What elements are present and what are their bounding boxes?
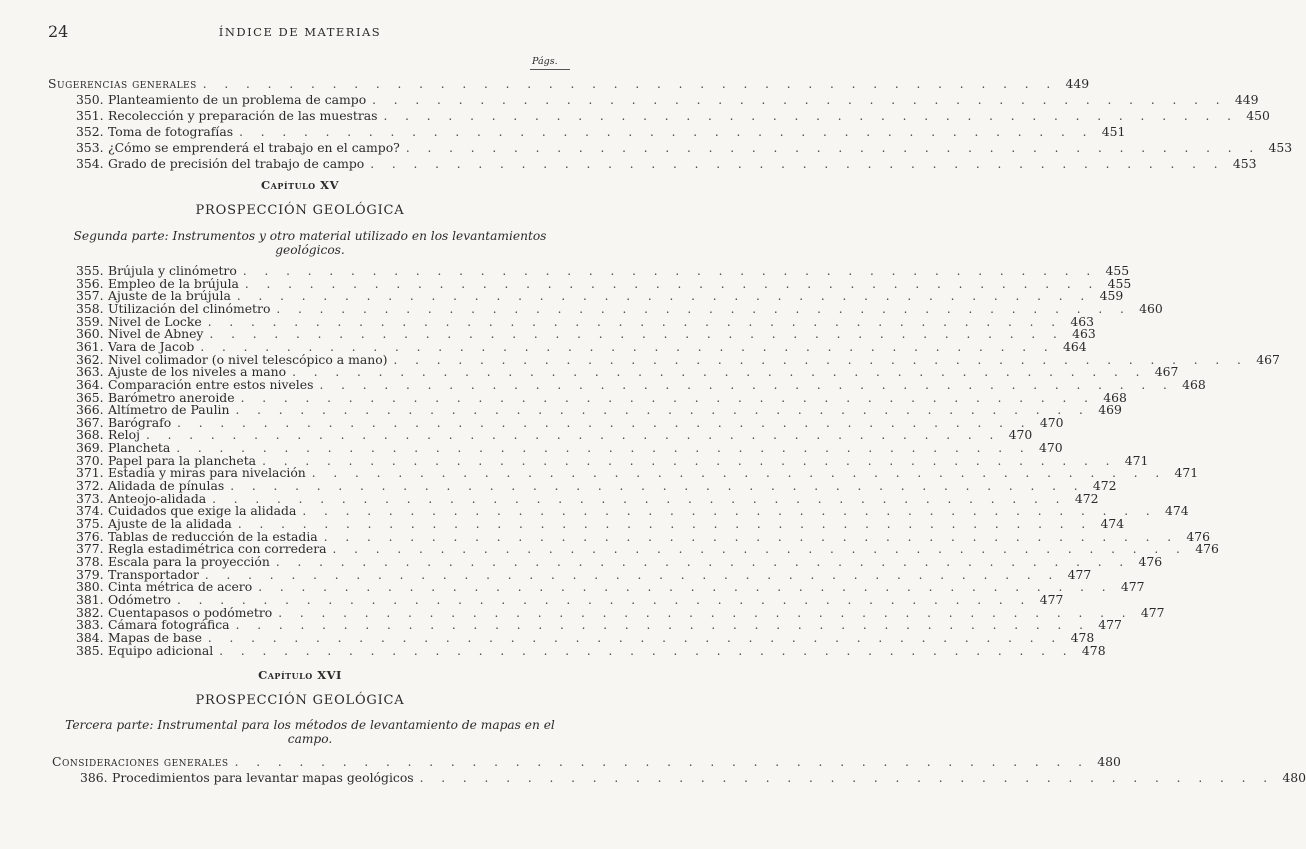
entry-page: 478	[1070, 629, 1095, 645]
toc-entry	[76, 642, 1106, 658]
entry-page: 455	[1107, 275, 1132, 291]
entry-number: 363.	[76, 364, 104, 380]
entry-page: 474	[1100, 516, 1125, 531]
entry-title: Cuidados que exige la alidada	[108, 503, 297, 519]
entry-page: 480	[1282, 770, 1306, 785]
dot-leader: . . . . . . . . . . . . . . . . . . . . . . . . . . . . . . . . . . . . . . . .	[239, 124, 1094, 139]
dot-leader: . . . . . . . . . . . . . . . . . . . . . . . . . . . . . . . . . . . . . . . .	[236, 289, 1092, 304]
entry-number: 377.	[76, 541, 104, 557]
entry-number: 370.	[76, 452, 104, 468]
pages-column-label: Págs.	[532, 56, 558, 67]
entry-page: 464	[1063, 338, 1087, 354]
entry-number: 356.	[76, 275, 104, 291]
entry-number: 364.	[76, 376, 104, 392]
dot-leader: . . . . . . . . . . . . . . . . . . . . . . . . . . . . . . . . . . . . . . . .	[235, 403, 1090, 418]
chapter-15-label: Capítulo XV	[261, 178, 339, 192]
entry-page: 459	[1099, 288, 1124, 304]
dot-leader: . . . . . . . . . . . . . . . . . . . . . . . . . . . . . . . . . . . . . . . .	[235, 618, 1090, 633]
entry-page: 477	[1098, 617, 1122, 633]
entry-page: 463	[1070, 313, 1095, 329]
entry-page: 472	[1074, 490, 1099, 506]
entry-title: Toma de fotografías	[108, 123, 234, 139]
entry-title: Ajuste de los niveles a mano	[108, 364, 287, 380]
entry-number: 366.	[76, 402, 104, 418]
toc-entry	[48, 76, 1090, 91]
entry-number: 361.	[76, 338, 104, 354]
dot-leader: . . . . . . . . . . . . . . . . . . . . . . . . . . . . . . . . . . . . . . . .	[204, 567, 1060, 582]
entry-title: ¿Cómo se emprenderá el trabajo en el campo?	[108, 139, 400, 155]
entry-page: 477	[1140, 604, 1165, 620]
toc-entry	[52, 754, 1121, 769]
entry-page: 476	[1195, 541, 1219, 557]
pages-column-rule	[530, 69, 570, 70]
entry-title: Equipo adicional	[108, 642, 214, 658]
entry-page: 472	[1092, 478, 1117, 494]
entry-title: Estadia y miras para nivelación	[108, 465, 306, 481]
entry-page: 468	[1103, 389, 1127, 405]
dot-leader: . . . . . . . . . . . . . . . . . . . . . . . . . . . . . . . . . . . . . . . .	[276, 301, 1131, 316]
dot-leader: . . . . . . . . . . . . . . . . . . . . . . . . . . . . . . . . . . . . . . . .	[302, 504, 1157, 519]
dot-leader: . . . . . . . . . . . . . . . . . . . . . . . . . . . . . . . . . . . . . . . .	[177, 415, 1032, 430]
entry-number: 350.	[76, 91, 104, 107]
entry-page: 451	[1101, 123, 1126, 139]
dot-leader: . . . . . . . . . . . . . . . . . . . . . . . . . . . . . . . . . . . . . . . .	[323, 529, 1179, 544]
dot-leader: . . . . . . . . . . . . . . . . . . . . . . . . . . . . . . . . . . . . . . . .	[370, 156, 1225, 171]
entry-page: 476	[1138, 553, 1163, 569]
entry-title: Nivel de Locke	[108, 313, 202, 329]
dot-leader: . . . . . . . . . . . . . . . . . . . . . . . . . . . . . . . . . . . . . . . .	[145, 428, 1001, 443]
entry-title: Cámara fotográfica	[108, 617, 230, 633]
entry-number: 376.	[76, 528, 104, 544]
entry-page: 471	[1124, 452, 1149, 468]
toc-entry	[80, 770, 1306, 785]
entry-page: 460	[1139, 300, 1163, 316]
entry-title: Mapas de base	[108, 629, 202, 645]
entry-page: 449	[1065, 76, 1090, 91]
entry-title: Altímetro de Paulin	[108, 402, 230, 418]
entry-number: 375.	[76, 516, 104, 531]
dot-leader: . . . . . . . . . . . . . . . . . . . . . . . . . . . . . . . . . . . . . . . .	[177, 592, 1032, 607]
entry-number: 360.	[76, 326, 104, 342]
entry-title: Transportador	[108, 566, 199, 582]
chapter-16-title: PROSPECCIÓN GEOLÓGICA	[195, 693, 405, 708]
toc-entry	[76, 139, 1293, 155]
entry-page: 468	[1182, 376, 1206, 392]
dot-leader: . . . . . . . . . . . . . . . . . . . . . . . . . . . . . . . . . . . . . . . .	[230, 479, 1085, 494]
entry-title: Recolección y preparación de las muestras	[108, 107, 378, 123]
dot-leader: . . . . . . . . . . . . . . . . . . . . . . . . . . . . . . . . . . . . . . . .	[393, 352, 1248, 367]
entry-number: 372.	[76, 478, 104, 494]
entry-title: Odómetro	[108, 591, 171, 607]
entry-title: Ajuste de la alidada	[108, 516, 232, 531]
toc-entry	[76, 123, 1126, 139]
entry-number: 368.	[76, 427, 104, 443]
entry-number: 367.	[76, 414, 104, 430]
entry-number: 379.	[76, 566, 104, 582]
entry-number: 383.	[76, 617, 104, 633]
entry-number: 359.	[76, 313, 104, 329]
dot-leader: . . . . . . . . . . . . . . . . . . . . . . . . . . . . . . . . . . . . . . . .	[200, 339, 1055, 354]
entry-page: 449	[1234, 91, 1259, 107]
dot-leader: . . . . . . . . . . . . . . . . . . . . . . . . . . . . . . . . . . . . . . . .	[237, 517, 1093, 531]
entry-title: Procedimientos para levantar mapas geológicos	[112, 770, 414, 785]
entry-title: Tablas de reducción de la estadia	[108, 528, 318, 544]
entry-number: 371.	[76, 465, 104, 481]
dot-leader: . . . . . . . . . . . . . . . . . . . . . . . . . . . . . . . . . . . . . . . .	[275, 554, 1131, 569]
toc-entry	[76, 155, 1257, 171]
dot-leader: . . . . . . . . . . . . . . . . . . . . . . . . . . . . . . . . . . . . . . . .	[319, 377, 1174, 392]
entry-title: Utilización del clinómetro	[108, 300, 271, 316]
entry-page: 470	[1039, 414, 1064, 430]
entry-title: Papel para la plancheta	[108, 452, 257, 468]
entry-number: 382.	[76, 604, 104, 620]
dot-leader: . . . . . . . . . . . . . . . . . . . . . . . . . . . . . . . . . . . . . . . .	[202, 77, 1058, 91]
toc-entry	[76, 91, 1259, 107]
entry-page: 474	[1165, 503, 1189, 519]
entry-title: Nivel colimador (o nivel telescópico a mano)	[108, 351, 388, 367]
entry-title: Planteamiento de un problema de campo	[108, 91, 367, 107]
dot-leader: . . . . . . . . . . . . . . . . . . . . . . . . . . . . . . . . . . . . . . . .	[207, 314, 1063, 329]
entry-number: 362.	[76, 351, 104, 367]
running-header: ÍNDICE DE MATERIAS	[218, 25, 382, 39]
toc-entry	[76, 107, 1270, 123]
entry-title: Reloj	[108, 427, 140, 443]
entry-number: 386.	[80, 770, 108, 785]
entry-page: 477	[1039, 591, 1064, 607]
entry-number: 357.	[76, 288, 104, 304]
entry-title: Comparación entre estos niveles	[108, 376, 314, 392]
entry-page: 470	[1038, 440, 1063, 456]
chapter-15-subtitle: Segunda parte: Instrumentos y otro material utilizado en los levantamientos geológicos.	[73, 229, 547, 257]
entry-title: Regla estadimétrica con corredera	[108, 541, 327, 557]
dot-leader: . . . . . . . . . . . . . . . . . . . . . . . . . . . . . . . . . . . . . . . .	[419, 771, 1275, 785]
chapter-15-title: PROSPECCIÓN GEOLÓGICA	[195, 203, 405, 218]
entry-title: Alidada de pínulas	[108, 478, 225, 494]
entry-page: 477	[1120, 579, 1145, 595]
entry-title: Cinta métrica de acero	[108, 579, 253, 595]
dot-leader: . . . . . . . . . . . . . . . . . . . . . . . . . . . . . . . . . . . . . . . .	[258, 580, 1113, 595]
dot-leader: . . . . . . . . . . . . . . . . . . . . . . . . . . . . . . . . . . . . . . . .	[242, 264, 1098, 278]
entry-number: 351.	[76, 107, 104, 123]
entry-title: Cuentapasos o podómetro	[108, 604, 273, 620]
entry-number: 378.	[76, 553, 104, 569]
dot-leader: . . . . . . . . . . . . . . . . . . . . . . . . . . . . . . . . . . . . . . . .	[383, 108, 1238, 123]
entry-page: 469	[1098, 402, 1122, 418]
entry-page: 478	[1081, 642, 1106, 658]
entry-page: 453	[1268, 139, 1293, 155]
dot-leader: . . . . . . . . . . . . . . . . . . . . . . . . . . . . . . . . . . . . . . . .	[209, 327, 1064, 342]
entry-page: 471	[1174, 465, 1199, 481]
entry-number: 365.	[76, 389, 104, 405]
entry-title: Barógrafo	[108, 414, 172, 430]
entry-number: 384.	[76, 629, 104, 645]
entry-page: 450	[1246, 107, 1270, 123]
entry-number: 374.	[76, 503, 104, 519]
dot-leader: . . . . . . . . . . . . . . . . . . . . . . . . . . . . . . . . . . . . . . . .	[212, 491, 1067, 506]
dot-leader: . . . . . . . . . . . . . . . . . . . . . . . . . . . . . . . . . . . . . . . .	[244, 276, 1100, 291]
entry-title: Brújula y clinómetro	[108, 263, 237, 278]
entry-number: 355.	[76, 263, 104, 278]
entry-number: 380.	[76, 579, 104, 595]
dot-leader: . . . . . . . . . . . . . . . . . . . . . . . . . . . . . . . . . . . . . . . .	[234, 755, 1089, 769]
entry-page: 476	[1186, 528, 1211, 544]
entry-title: Empleo de la brújula	[108, 275, 239, 291]
entry-number: 373.	[76, 490, 104, 506]
entry-number: 353.	[76, 139, 104, 155]
chapter-16-subtitle: Tercera parte: Instrumental para los métodos de levantamiento de mapas en el campo.	[65, 718, 555, 746]
entry-title: Barómetro aneroide	[108, 389, 235, 405]
entry-title: Anteojo-alidada	[108, 490, 207, 506]
entry-number: 354.	[76, 155, 104, 171]
entry-page: 467	[1154, 364, 1179, 380]
entry-title: Sugerencias generales	[48, 76, 197, 91]
entry-title: Ajuste de la brújula	[108, 288, 231, 304]
entry-page: 467	[1256, 351, 1280, 367]
entry-page: 470	[1008, 427, 1033, 443]
entry-page: 455	[1105, 263, 1130, 278]
entry-page: 480	[1097, 754, 1121, 769]
entry-title: Plancheta	[108, 440, 171, 456]
entry-title: Nivel de Abney	[108, 326, 204, 342]
entry-page: 477	[1067, 566, 1092, 582]
entry-number: 352.	[76, 123, 104, 139]
dot-leader: . . . . . . . . . . . . . . . . . . . . . . . . . . . . . . . . . . . . . . . .	[372, 92, 1227, 107]
dot-leader: . . . . . . . . . . . . . . . . . . . . . . . . . . . . . . . . . . . . . . . .	[240, 390, 1095, 405]
entry-title: Vara de Jacob	[108, 338, 195, 354]
dot-leader: . . . . . . . . . . . . . . . . . . . . . . . . . . . . . . . . . . . . . . . .	[278, 605, 1133, 620]
entry-number: 369.	[76, 440, 104, 456]
dot-leader: . . . . . . . . . . . . . . . . . . . . . . . . . . . . . . . . . . . . . . . .	[219, 643, 1074, 658]
entry-title: Consideraciones generales	[52, 754, 229, 769]
dot-leader: . . . . . . . . . . . . . . . . . . . . . . . . . . . . . . . . . . . . . . . .	[292, 365, 1147, 380]
dot-leader: . . . . . . . . . . . . . . . . . . . . . . . . . . . . . . . . . . . . . . . .	[405, 140, 1261, 155]
entry-title: Escala para la proyección	[108, 553, 270, 569]
dot-leader: . . . . . . . . . . . . . . . . . . . . . . . . . . . . . . . . . . . . . . . .	[332, 542, 1187, 557]
entry-title: Grado de precisión del trabajo de campo	[108, 155, 365, 171]
dot-leader: . . . . . . . . . . . . . . . . . . . . . . . . . . . . . . . . . . . . . . . .	[176, 441, 1031, 456]
entry-number: 358.	[76, 300, 104, 316]
entry-number: 385.	[76, 642, 104, 658]
dot-leader: . . . . . . . . . . . . . . . . . . . . . . . . . . . . . . . . . . . . . . . .	[311, 466, 1167, 481]
chapter-16-label: Capítulo XVI	[258, 668, 342, 682]
entry-page: 463	[1072, 326, 1096, 342]
dot-leader: . . . . . . . . . . . . . . . . . . . . . . . . . . . . . . . . . . . . . . . .	[262, 453, 1117, 468]
entry-number: 381.	[76, 591, 104, 607]
entry-page: 453	[1232, 155, 1257, 171]
dot-leader: . . . . . . . . . . . . . . . . . . . . . . . . . . . . . . . . . . . . . . . .	[207, 630, 1063, 645]
page-number: 24	[48, 22, 69, 41]
